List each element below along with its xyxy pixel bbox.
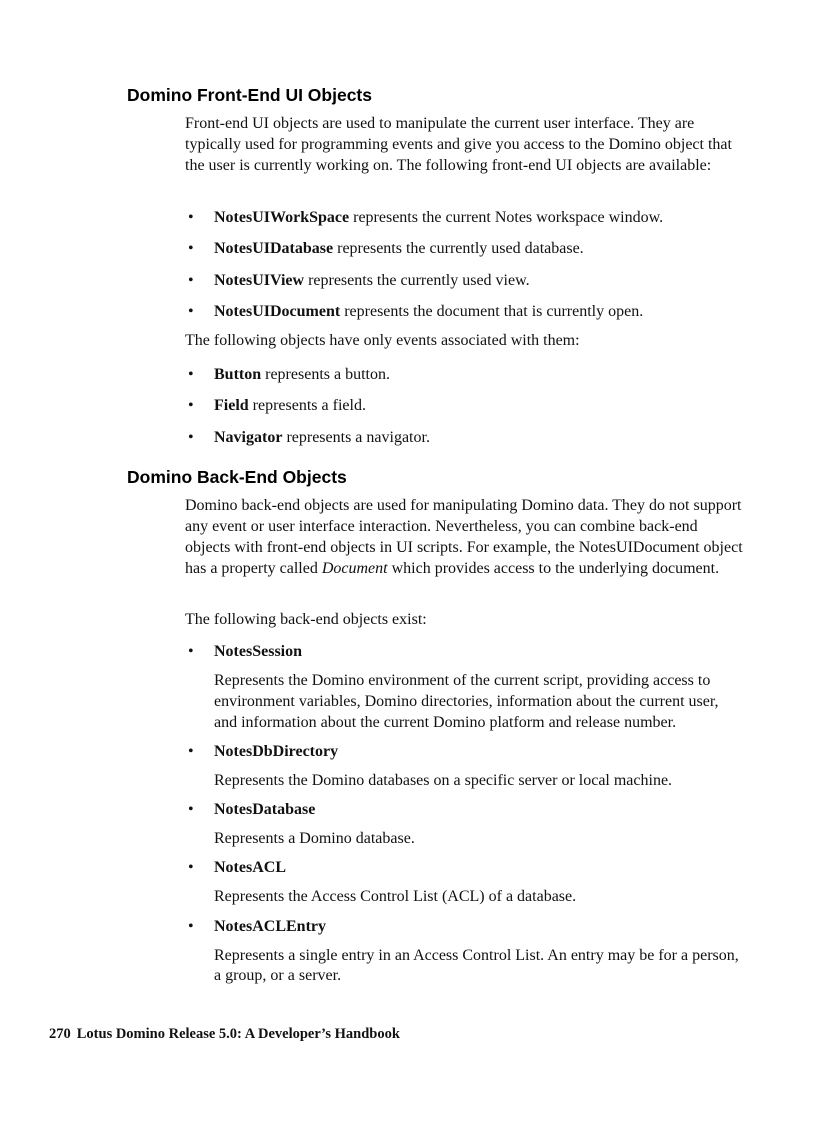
- back-end-objects-list: [185, 642, 745, 987]
- object-name: NotesDbDirectory: [214, 743, 339, 761]
- back-end-list-intro: The following back-end objects exist:: [185, 611, 427, 628]
- back-end-intro-paragraph: [185, 496, 745, 580]
- object-name: NotesUIWorkSpace: [214, 209, 350, 226]
- bullet-icon: •: [188, 428, 194, 446]
- object-name: Button: [214, 366, 262, 383]
- object-description: Represents the Domino environment of the current script, providing access to environment variables, Domino directories, information about the current user, and information about the current Domino platform and release number.: [214, 671, 719, 731]
- object-description: represents the currently used view.: [304, 271, 530, 289]
- page-footer: [49, 1025, 400, 1043]
- bullet-icon: •: [188, 743, 194, 761]
- object-description: Represents a single entry in an Access Control List. An entry may be for a person, a group, or a server.: [214, 946, 739, 985]
- object-description: Represents the Access Control List (ACL) of a database.: [214, 888, 577, 906]
- bullet-icon: •: [188, 271, 194, 289]
- list-item: [185, 302, 745, 323]
- book-title: Lotus Domino Release 5.0: A Developer’s Handbook: [76, 1026, 400, 1042]
- object-name: NotesUIDocument: [214, 302, 341, 320]
- list-item: [185, 396, 745, 417]
- list-item: [185, 365, 745, 386]
- object-description: represents the current Notes workspace window.: [349, 209, 664, 226]
- bullet-icon: •: [188, 859, 194, 877]
- list-item: [185, 239, 745, 260]
- bullet-icon: •: [188, 801, 194, 819]
- object-name: NotesUIDatabase: [214, 240, 334, 258]
- bullet-icon: •: [188, 917, 194, 935]
- object-description: represents a navigator.: [282, 428, 430, 446]
- back-end-intro-text: Domino back-end objects are used for manipulating Domino data. They do not support any event or user interface interaction. Nevertheless, you can combine back-end objects with front-end objects in UI scripts. For example, the NotesUIDocument object has a property called: [185, 497, 743, 577]
- list-item: [185, 800, 745, 850]
- list-item: [185, 742, 745, 792]
- object-name: Field: [214, 397, 249, 415]
- object-description: represents the currently used database.: [333, 240, 584, 258]
- object-name: NotesACL: [214, 859, 286, 877]
- object-description: represents a button.: [261, 366, 390, 383]
- object-description: represents a field.: [248, 397, 366, 415]
- section-heading-front-end: Domino Front-End UI Objects: [127, 85, 372, 105]
- events-intro-paragraph: The following objects have only events associated with them:: [185, 332, 580, 349]
- object-description: Represents a Domino database.: [214, 830, 415, 848]
- event-objects-list: [185, 365, 745, 449]
- front-end-intro-paragraph: Front-end UI objects are used to manipulate the current user interface. They are typically used for programming events and give you access to the Domino object that the user is currently working on. The following front-end UI objects are available:: [185, 115, 732, 174]
- bullet-icon: •: [188, 643, 194, 660]
- object-name: NotesDatabase: [214, 801, 316, 819]
- bullet-icon: •: [188, 209, 194, 226]
- bullet-icon: •: [188, 240, 194, 258]
- list-item: [185, 428, 745, 449]
- object-name: NotesSession: [214, 643, 303, 660]
- object-description: Represents the Domino databases on a specific server or local machine.: [214, 771, 673, 789]
- object-description: represents the document that is currently open.: [340, 302, 644, 320]
- page-number: 270: [49, 1026, 71, 1042]
- document-property-name: Document: [321, 559, 388, 577]
- list-item: [185, 858, 745, 908]
- object-name: NotesUIView: [214, 271, 305, 289]
- bullet-icon: •: [188, 366, 194, 383]
- list-item: [185, 271, 745, 292]
- list-item: [185, 917, 745, 988]
- bullet-icon: •: [188, 397, 194, 415]
- list-item: [185, 642, 745, 734]
- ui-objects-list: [185, 208, 745, 323]
- back-end-intro-text-end: which provides access to the underlying document.: [387, 559, 720, 577]
- section-heading-back-end: Domino Back-End Objects: [127, 467, 347, 487]
- bullet-icon: •: [188, 302, 194, 320]
- list-item: [185, 208, 745, 229]
- object-name: Navigator: [214, 428, 283, 446]
- object-name: NotesACLEntry: [214, 917, 326, 935]
